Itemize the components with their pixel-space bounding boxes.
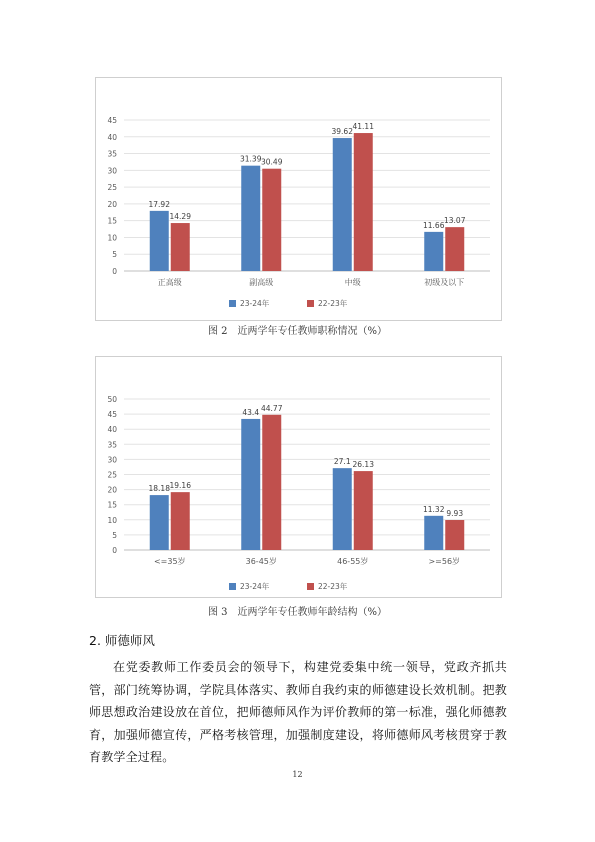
y-tick-label: 50	[107, 395, 117, 404]
data-label: 11.32	[423, 504, 445, 514]
y-tick-label: 40	[107, 425, 117, 435]
y-tick-label: 10	[107, 515, 117, 525]
legend-label: 22-23年	[318, 299, 348, 308]
data-label: 30.49	[261, 157, 283, 167]
y-tick-label: 20	[107, 485, 117, 495]
data-label: 9.93	[446, 509, 464, 519]
bar-series1	[150, 495, 169, 550]
bar-series1	[424, 516, 443, 550]
legend-swatch	[307, 583, 314, 590]
y-tick-label: 15	[107, 500, 117, 510]
y-tick-label: 30	[107, 455, 117, 465]
x-tick-label: 副高级	[249, 278, 274, 287]
bar-series1	[333, 468, 352, 550]
y-tick-label: 5	[112, 250, 117, 260]
x-tick-label: 46-55岁	[337, 557, 369, 566]
bar-series2	[262, 169, 281, 271]
x-tick-label: 正高级	[157, 278, 182, 287]
y-tick-label: 10	[107, 233, 117, 243]
y-tick-label: 45	[107, 410, 117, 420]
data-label: 17.92	[148, 199, 170, 209]
y-tick-label: 45	[107, 116, 117, 125]
section-heading: 2. 师德师风	[89, 633, 155, 648]
y-tick-label: 25	[107, 470, 117, 480]
y-tick-label: 30	[107, 166, 117, 176]
x-tick-label: <=35岁	[153, 557, 186, 566]
x-tick-label: >=56岁	[428, 557, 461, 566]
bar-series2	[354, 133, 373, 271]
data-label: 44.77	[261, 403, 283, 413]
figure-3-caption: 图 3 近两学年专任教师年龄结构（%）	[207, 607, 388, 618]
data-label: 31.39	[240, 154, 262, 164]
x-tick-label: 初级及以下	[424, 278, 465, 287]
legend-label: 23-24年	[240, 582, 270, 591]
teacher-age-chart-svg	[96, 357, 501, 597]
x-tick-label: 36-45岁	[245, 557, 277, 566]
y-tick-label: 0	[112, 267, 117, 276]
y-tick-label: 40	[107, 132, 117, 142]
section-paragraph: 在党委教师工作委员会的领导下，构建党委集中统一领导，党政齐抓共管，部门统筹协调，学院具体落实、教师自我约束的师德建设长效机制。把教师思想政治建设放在首位，把师德师风作为评价教师的第一标准，强化师德教育，加强师德宣传，严格考核管理，加强制度建设，将师德师风考核贯穿于教育教学全过程。	[89, 660, 507, 764]
bar-series1	[150, 211, 169, 271]
teacher-age-chart	[95, 356, 502, 598]
y-tick-label: 20	[107, 199, 117, 209]
data-label: 18.18	[148, 484, 170, 494]
y-tick-label: 35	[107, 440, 117, 450]
bar-series1	[241, 166, 260, 271]
data-label: 39.62	[331, 127, 353, 137]
data-label: 14.29	[169, 212, 191, 222]
y-tick-label: 35	[107, 149, 117, 159]
bar-series2	[262, 415, 281, 550]
data-label: 26.13	[352, 460, 374, 470]
data-label: 11.66	[423, 220, 445, 230]
legend-label: 23-24年	[240, 299, 270, 308]
legend-swatch	[229, 300, 236, 307]
data-label: 27.1	[333, 457, 351, 467]
bar-series1	[241, 419, 260, 550]
bar-series2	[445, 227, 464, 271]
page-number: 12	[292, 770, 303, 779]
data-label: 13.07	[444, 216, 466, 226]
legend-label: 22-23年	[318, 582, 348, 591]
data-label: 41.11	[352, 122, 374, 132]
figure-2-caption: 图 2 近两学年专任教师职称情况（%）	[207, 326, 388, 337]
bar-series1	[424, 232, 443, 271]
data-label: 19.16	[169, 481, 191, 491]
y-tick-label: 15	[107, 216, 117, 226]
legend-swatch	[229, 583, 236, 590]
x-tick-label: 中级	[344, 278, 361, 287]
bar-series2	[445, 520, 464, 550]
legend-swatch	[307, 300, 314, 307]
teacher-title-chart	[95, 77, 502, 321]
data-label: 43.4	[242, 407, 260, 417]
bar-series2	[171, 492, 190, 550]
y-tick-label: 5	[112, 530, 117, 540]
teacher-title-chart-svg	[96, 78, 501, 320]
bar-series2	[171, 223, 190, 271]
bar-series2	[354, 471, 373, 550]
bar-series1	[333, 138, 352, 271]
y-tick-label: 0	[112, 546, 117, 555]
y-tick-label: 25	[107, 183, 117, 193]
